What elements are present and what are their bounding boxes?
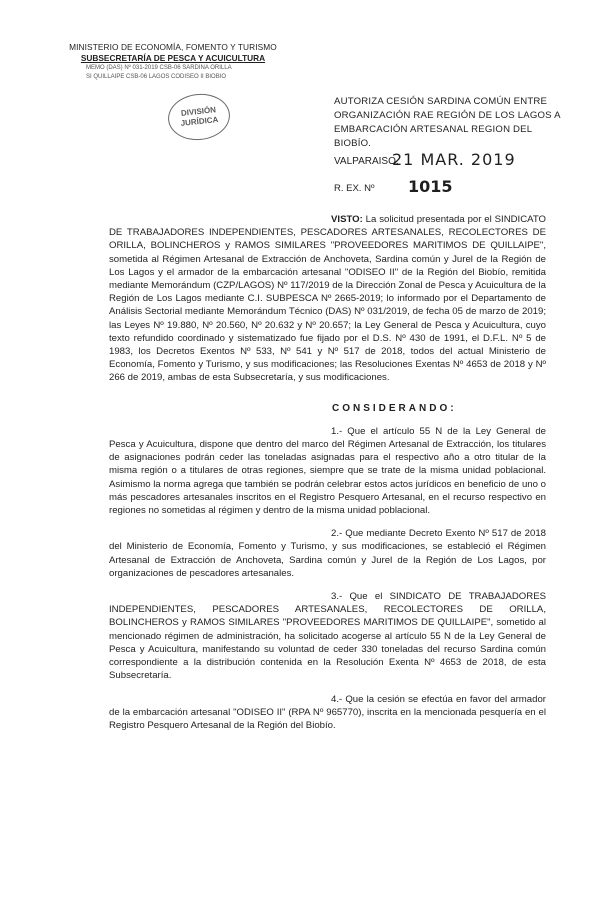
letterhead (68, 42, 278, 82)
rex-number: 1015 (408, 177, 453, 196)
division-juridica-stamp (166, 91, 232, 143)
stamp-line-1: DIVISIÓN (180, 105, 217, 118)
resolution-title: AUTORIZA CESIÓN SARDINA COMÚN ENTRE ORGANIZACIÓN RAE REGIÓN DE LOS LAGOS A EMBARCACIÓN ARTESANAL REGION DEL BIOBÍO. (334, 96, 561, 149)
rex-label: R. EX. Nº (334, 183, 375, 194)
stamp-line-2: JURÍDICA (180, 115, 219, 128)
considerando-4: 4.- Que la cesión se efectúa en favor del armador de la embarcación artesanal "ODISEO II" (RPA Nº 965770), inscrita en la mencionada pesquería en el Registro Pesquero Artesanal de la Región del Biobío. (109, 693, 546, 731)
memo-reference-1: MEMO (DAS) Nº 031-2019 CSB-06 SARDINA ORILLA (86, 65, 232, 71)
visto-paragraph (109, 213, 546, 385)
visto-text: La solicitud presentada por el SINDICATO DE TRABAJADORES INDEPENDIENTES, PESCADORES ARTESANALES, RECOLECTORES DE ORILLA, BOLINCHEROS y RAMOS SIMILARES "PROVEEDORES MARITIMOS DE QUILLAIPE", sometida al Régimen Artesanal de Extracción de Anchoveta, Sardina común y Jurel de la Región de Los Lagos y el armador de la embarcación artesanal "ODISEO II" de la Región del Biobío, remitida mediante Memorándum (CZP/LAGOS) Nº 117/2019 de la Dirección Zonal de Pesca y Acuicultura de la Región de Los Lagos mediante C.I. SUBPESCA Nº 2665-2019; lo informado por el Departamento de Análisis Sectorial mediante Memorándum Técnico (DAS) Nº 031/2019, de fecha 05 de marzo de 2019; las Leyes Nº 19.880, Nº 20.560, Nº 20.632 y Nº 20.657; la Ley General de Pesca y Acuicultura, cuyo texto refundido coordinado y sistematizado fue fijado por el D.S. Nº 430 de 1991, el D.F.L. Nº 5 de 1983, los Decretos Exentos Nº 533, Nº 541 y Nº 517 de 2018, todos del actual Ministerio de Economía, Fomento y Turismo, y sus modificaciones; las Resoluciones Exentas Nº 4653 de 2018 y Nº 266 de 2019, ambas de esta Subsecretaría, y sus modificaciones. (109, 214, 546, 384)
place: VALPARAISO, (334, 156, 399, 167)
considerando-2: 2.- Que mediante Decreto Exento Nº 517 de 2018 del Ministerio de Economía, Fomento y Turismo, y sus modificaciones, se estableció el Régimen Artesanal de Extracción de Anchoveta, Sardina común y Jurel de la Región de Los Lagos, por organizaciones de pescadores artesanales. (109, 528, 546, 579)
document-body (109, 213, 546, 742)
subsecretaria-name: SUBSECRETARÍA DE PESCA Y ACUICULTURA (80, 53, 266, 63)
memo-reference-2: SI QUILLAIPE CSB-06 LAGOS CODISEO II BIOBIO (86, 74, 227, 80)
visto-label: VISTO: (331, 214, 363, 225)
considerando-heading: CONSIDERANDO: (332, 402, 457, 414)
considerando-1: 1.- Que el artículo 55 N de la Ley General de Pesca y Acuicultura, dispone que dentro del marco del Régimen Artesanal de Extracción, los titulares de asignaciones podrán ceder las toneladas asignadas para el respectivo año a otro titular de la misma región o a titulares de otras regiones, siempre que se trate de la misma unidad poblacional. Asimismo la norma agrega que también se podrán celebrar estos actos jurídicos en beneficio de uno o más pescadores artesanales inscritos en el Registro Pesquero Artesanal, en el recurso respectivo en regiones no sometidas al régimen y dentro de la misma unidad poblacional. (109, 425, 546, 517)
ministry-name: MINISTERIO DE ECONOMÍA, FOMENTO Y TURISMO (69, 42, 277, 52)
considerando-3: 3.- Que el SINDICATO DE TRABAJADORES INDEPENDIENTES, PESCADORES ARTESANALES, RECOLECTORES DE ORILLA, BOLINCHEROS y RAMOS SIMILARES "PROVEEDORES MARITIMOS DE QUILLAIPE", sometido al mencionado régimen de administración, ha solicitado acogerse al artículo 55 N de la Ley General de Pesca y Acuicultura, manifestando su voluntad de ceder 330 toneladas del recurso Sardina común correspondiente a la distribución contenida en la Resolución Exenta Nº 4653 de 2018, de esta Subsecretaría. (109, 591, 546, 682)
date-stamp: 21 MAR. 2019 (392, 150, 516, 169)
